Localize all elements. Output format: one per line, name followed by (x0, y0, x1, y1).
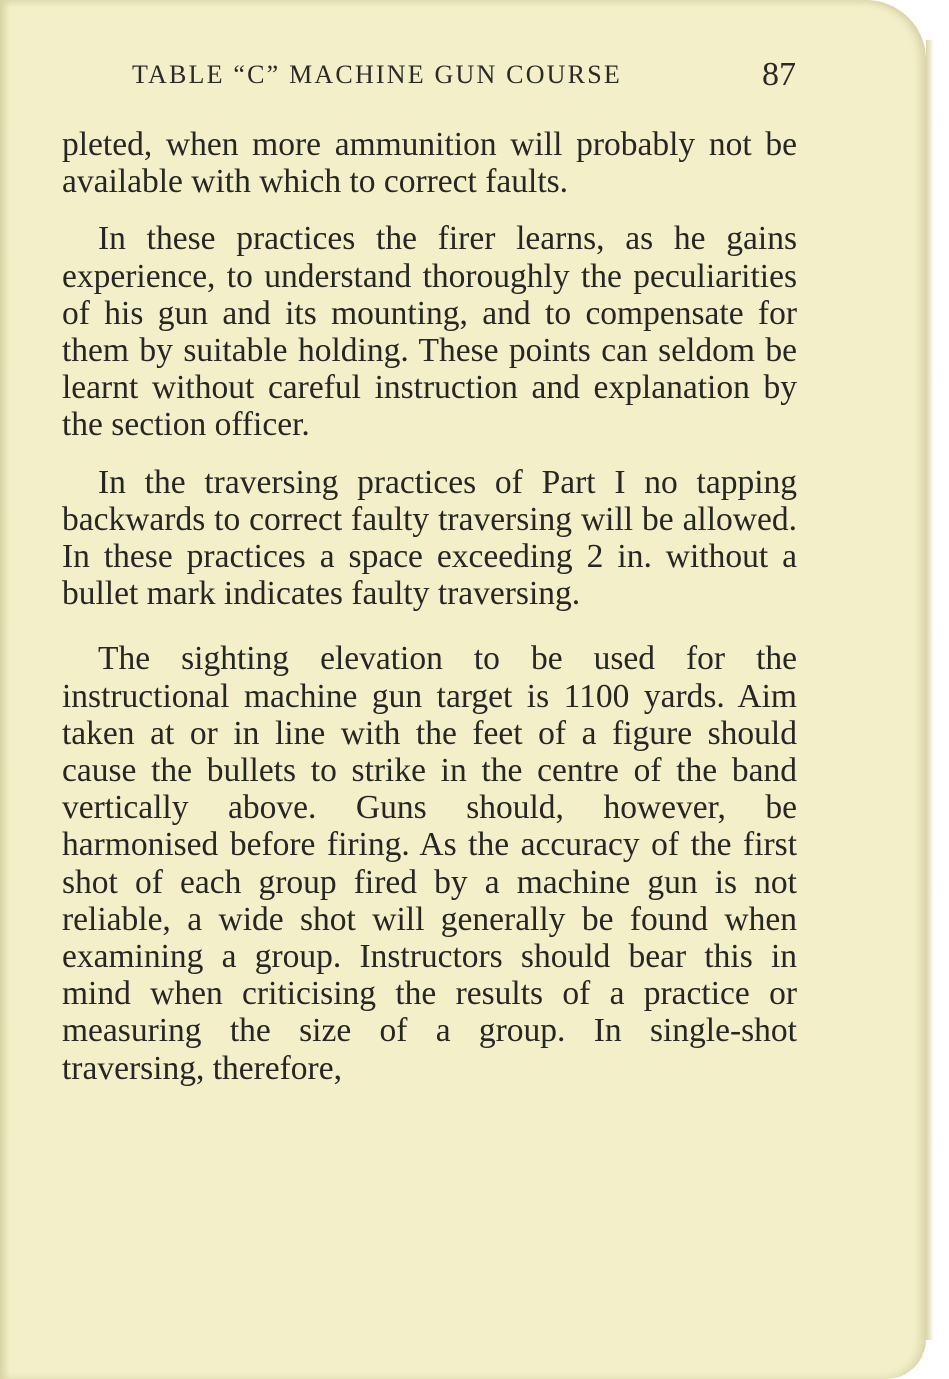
paragraph-traversing: In the traversing practices of Part I no tapping backwards to correct faulty traversing will be allowed. In these practices a space exceeding 2 in. without a bullet mark indicates faulty traversing. (62, 463, 797, 613)
header-title: TABLE “C” MACHINE GUN COURSE (132, 60, 622, 89)
page-edge (926, 40, 934, 1340)
paragraph-continuation: pleted, when more ammunition will probably not be available with which to correct faults. (62, 126, 797, 201)
running-header (132, 58, 800, 98)
page-number: 87 (762, 56, 796, 93)
body-text (62, 126, 797, 1087)
paragraph-practices: In these practices the firer learns, as he gains experience, to understand thoroughly the peculiarities of his gun and its mounting, and to compensate for them by suitable holding. These points can seldom be learnt without careful instruction and explanation by the section officer. (62, 220, 797, 444)
page-spine-shadow (0, 0, 10, 1379)
paragraph-sighting-elevation: The sighting elevation to be used for the instructional machine gun target is 1100 yards. Aim taken at or in line with the feet of a figure should cause the bullets to strike in the centre of the band vertically above. Guns should, however, be harmonised before firing. As the accuracy of the first shot of each group fired by a machine gun is not reliable, a wide shot will generally be found when examining a group. Instructors should bear this in mind when criticising the results of a practice or measuring the size of a group. In single-shot traversing, therefore, (62, 640, 797, 1087)
